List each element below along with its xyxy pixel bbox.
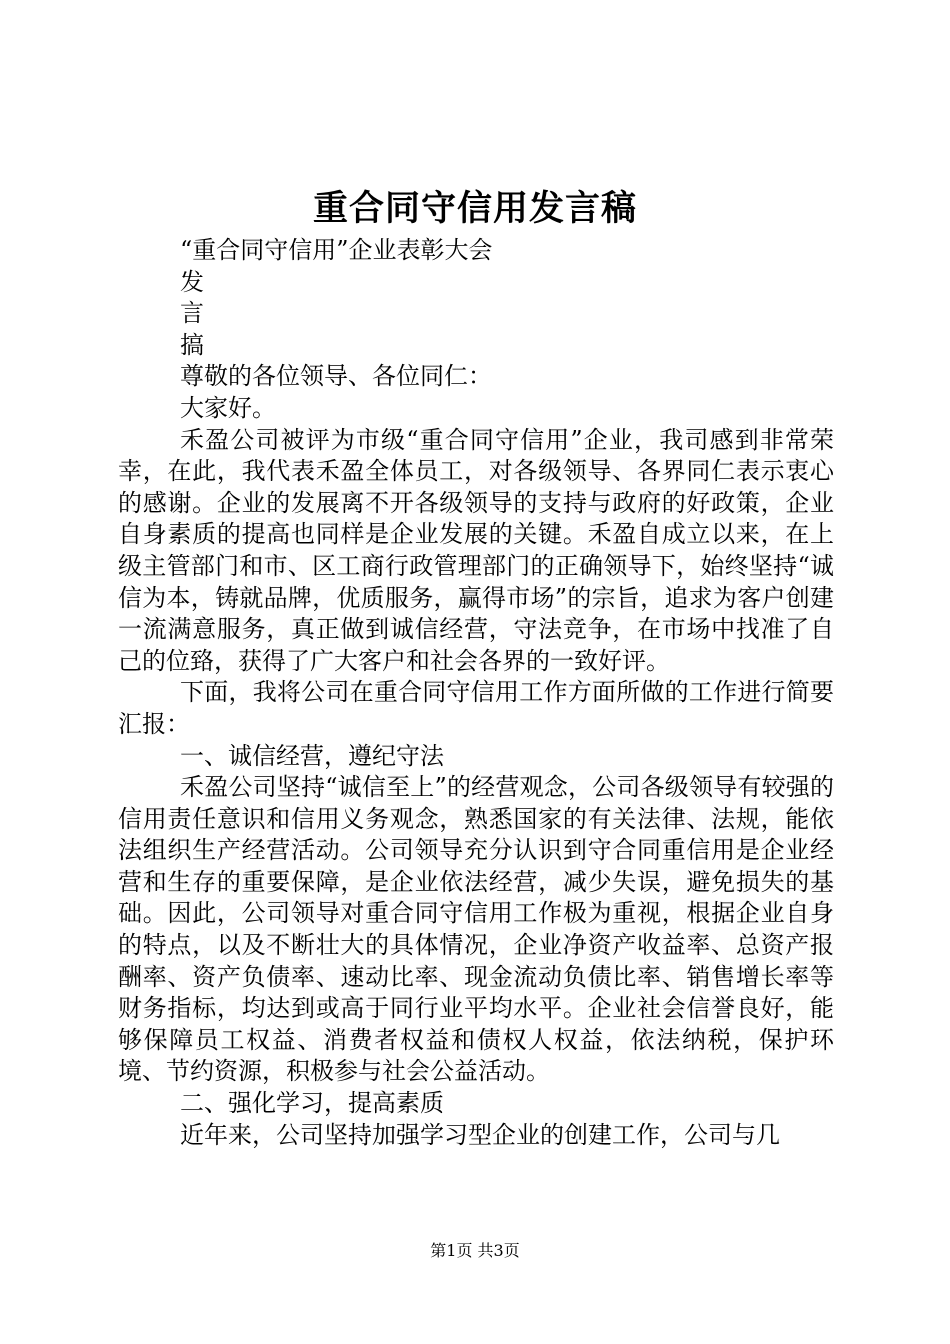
greeting: 大家好。 [180, 393, 276, 422]
document-body [118, 235, 834, 1151]
paragraph-section-1: 禾盈公司坚持“诚信至上”的经营观念，公司各级领导有较强的信用责任意识和信用义务观念，熟悉国家的有关法律、法规，能依法组织生产经营活动。公司领导充分认识到守合同重信用是企业经营和生存的重要保障，是企业依法经营，减少失误，避免损失的基础。因此，公司领导对重合同守信用工作极为重视，根据企业自身的特点，以及不断壮大的具体情况，企业净资产收益率、总资产报酬率、资产负债率、速动比率、现金流动负债比率、销售增长率等财务指标，均达到或高于同行业平均水平。企业社会信誉良好，能够保障员工权益、消费者权益和债权人权益，依法纳税，保护环境、节约资源，积极参与社会公益活动。 [118, 773, 834, 1086]
paragraph-section-2: 近年来，公司坚持加强学习型企业的创建工作，公司与几 [180, 1120, 780, 1149]
subtitle-char-3: 搞 [180, 330, 204, 359]
document-title: 重合同守信用发言稿 [312, 188, 637, 229]
section-heading-2: 二、强化学习，提高素质 [180, 1089, 444, 1118]
subtitle-char-1: 发 [180, 267, 204, 296]
salutation: 尊敬的各位领导、各位同仁： [180, 362, 492, 391]
paragraph-intro: 禾盈公司被评为市级“重合同守信用”企业，我司感到非常荣幸，在此，我代表禾盈全体员工，对各级领导、各界同仁表示衷心的感谢。企业的发展离不开各级领导的支持与政府的好政策，企业自身素质的提高也同样是企业发展的关键。禾盈自成立以来，在上级主管部门和市、区工商行政管理部门的正确领导下，始终坚持“诚信为本，铸就品牌，优质服务，赢得市场”的宗旨，追求为客户创建一流满意服务，真正做到诚信经营，守法竞争，在市场中找准了自己的位臵，获得了广大客户和社会各界的一致好评。 [118, 425, 834, 675]
subtitle-line: “重合同守信用”企业表彰大会 [180, 236, 493, 264]
subtitle-char-2: 言 [180, 299, 204, 328]
paragraph-report: 下面，我将公司在重合同守信用工作方面所做的工作进行简要汇报： [118, 678, 834, 738]
section-heading-1: 一、诚信经营，遵纪守法 [180, 741, 444, 770]
page-footer: 第1页 共3页 [430, 1241, 520, 1260]
